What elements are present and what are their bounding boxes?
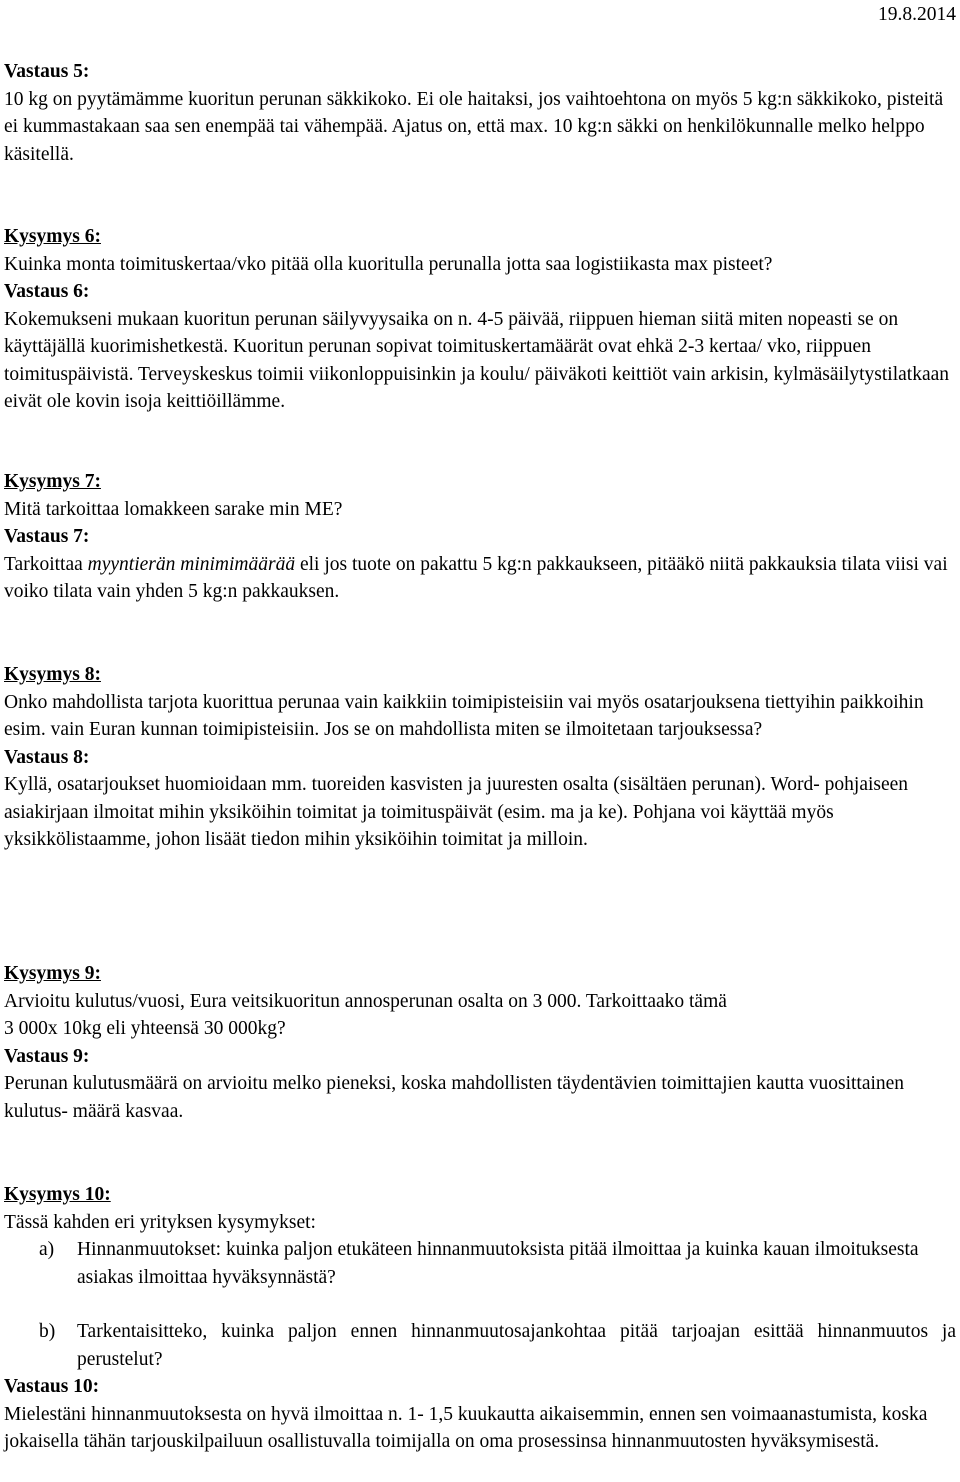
- answer-8-heading: Vastaus 8:: [4, 746, 90, 768]
- answer-7-text: [4, 551, 956, 606]
- question-6-text: Kuinka monta toimituskertaa/vko pitää olla kuoritulla perunalla jotta saa logistiikasta max pisteet?: [4, 253, 773, 275]
- question-9-section: [4, 960, 956, 1125]
- question-7-text: Mitä tarkoittaa lomakkeen sarake min ME?: [4, 498, 343, 520]
- question-10-intro: Tässä kahden eri yrityksen kysymykset:: [4, 1211, 316, 1233]
- answer-7-heading: Vastaus 7:: [4, 526, 90, 547]
- question-8-section: [4, 661, 956, 854]
- list-item: [39, 1318, 956, 1373]
- answer-9-text: Perunan kulutusmäärä on arvioitu melko pieneksi, koska mahdollisten täydentävien toimittajien kautta vuosittainen kulutus- määrä kasvaa.: [4, 1073, 905, 1122]
- list-item-text: Tarkentaisitteko, kuinka paljon ennen hinnanmuutosajankohtaa pitää tarjoajan esittää hinnanmuutos ja perustelut?: [77, 1321, 956, 1370]
- question-9-line-1: Arvioitu kulutus/vuosi, Eura veitsikuoritun annosperunan osalta on 3 000. Tarkoittaako tämä: [4, 990, 727, 1012]
- question-10-heading: Kysymys 10:: [4, 1184, 111, 1205]
- question-9-heading: Kysymys 9:: [4, 963, 101, 984]
- question-8-heading: Kysymys 8:: [4, 664, 101, 685]
- answer-5-section: [4, 58, 956, 168]
- list-item-label: a): [39, 1239, 55, 1260]
- question-6-section: [4, 223, 956, 416]
- answer-7-text-start: Tarkoittaa: [4, 553, 88, 575]
- answer-6-heading: Vastaus 6:: [4, 281, 90, 302]
- question-8-text: Onko mahdollista tarjota kuorittua perunaa vain kaikkiin toimipisteisiin vai myös osatarjouksena tiettyihin paikkoihin esim. vain Euran kunnan toimipisteisiin. Jos se on mahdollista miten se ilmoitetaan tarjouksessa?: [4, 691, 924, 740]
- list-item-text: Hinnanmuutokset: kuinka paljon etukäteen hinnanmuutoksista pitää ilmoittaa ja kuinka kauan ilmoituksesta asiakas ilmoittaa hyväksynnästä?: [77, 1239, 919, 1288]
- answer-7-emphasis: myyntierän minimimäärää: [87, 553, 296, 575]
- answer-7-text-end: eli jos tuote on pakattu 5 kg:n pakkaukseen, pitääkö niitä pakkauksia tilata viisi vai voiko tilata vain yhden 5 kg:n pakkauksen.: [4, 553, 948, 602]
- answer-5-text: 10 kg on pyytämämme kuoritun perunan säkkikoko. Ei ole haitaksi, jos vaihtoehtona on myös 5 kg:n säkkikoko, pisteitä ei kummastakaan saa sen enempää tai vähempää. Ajatus on, että max. 10 kg:n säkki on henkilökunnalle melko helppo käsitellä.: [4, 88, 944, 165]
- question-6-heading: Kysymys 6:: [4, 226, 101, 247]
- answer-10-heading: Vastaus 10:: [4, 1376, 100, 1397]
- answer-10-text: Mielestäni hinnanmuutoksesta on hyvä ilmoittaa n. 1- 1,5 kuukautta aikaisemmin, ennen sen voimaanastumista, koska jokaisella tähän tarjouskilpailuun osallistuvalla toimijalla on oma prosessinsa hinnanmuutosten hyväksymisestä.: [4, 1403, 928, 1452]
- list-item: [39, 1236, 956, 1291]
- question-7-section: [4, 468, 956, 606]
- question-9-line-2: 3 000x 10kg eli yhteensä 30 000kg?: [4, 1018, 286, 1039]
- answer-9-heading: Vastaus 9:: [4, 1045, 90, 1067]
- list-item-label: b): [39, 1321, 56, 1342]
- answer-8-text: Kyllä, osatarjoukset huomioidaan mm. tuoreiden kasvisten ja juuresten osalta (sisältäen perunan). Word- pohjaiseen asiakirjaan ilmoitat mihin yksiköihin toimitat ja toimituspäivät (esim. ma ja ke). Pohjana voi käyttää myös yksikkölistaamme, johon lisäät tiedon mihin yksiköihin toimitat ja milloin.: [4, 774, 909, 850]
- question-7-heading: Kysymys 7:: [4, 471, 101, 492]
- answer-6-text: Kokemukseni mukaan kuoritun perunan säilyvyysaika on n. 4-5 päivää, riippuen hieman siitä miten nopeasti se on käyttäjällä kuorimishetkestä. Kuoritun perunan sopivat toimituskertamäärät ovat ehkä 2-3 kertaa/ vko, riippuen toimituspäivistä. Terveyskeskus toimii viikonloppuisinkin ja koulu/ päiväkoti keittiöt vain arkisin, kylmäsäilytystilatkaan eivät ole kovin isoja keittiöillämme.: [4, 308, 950, 412]
- question-10-section: [4, 1181, 956, 1456]
- document-date: 19.8.2014: [878, 4, 956, 25]
- answer-5-heading: Vastaus 5:: [4, 61, 90, 82]
